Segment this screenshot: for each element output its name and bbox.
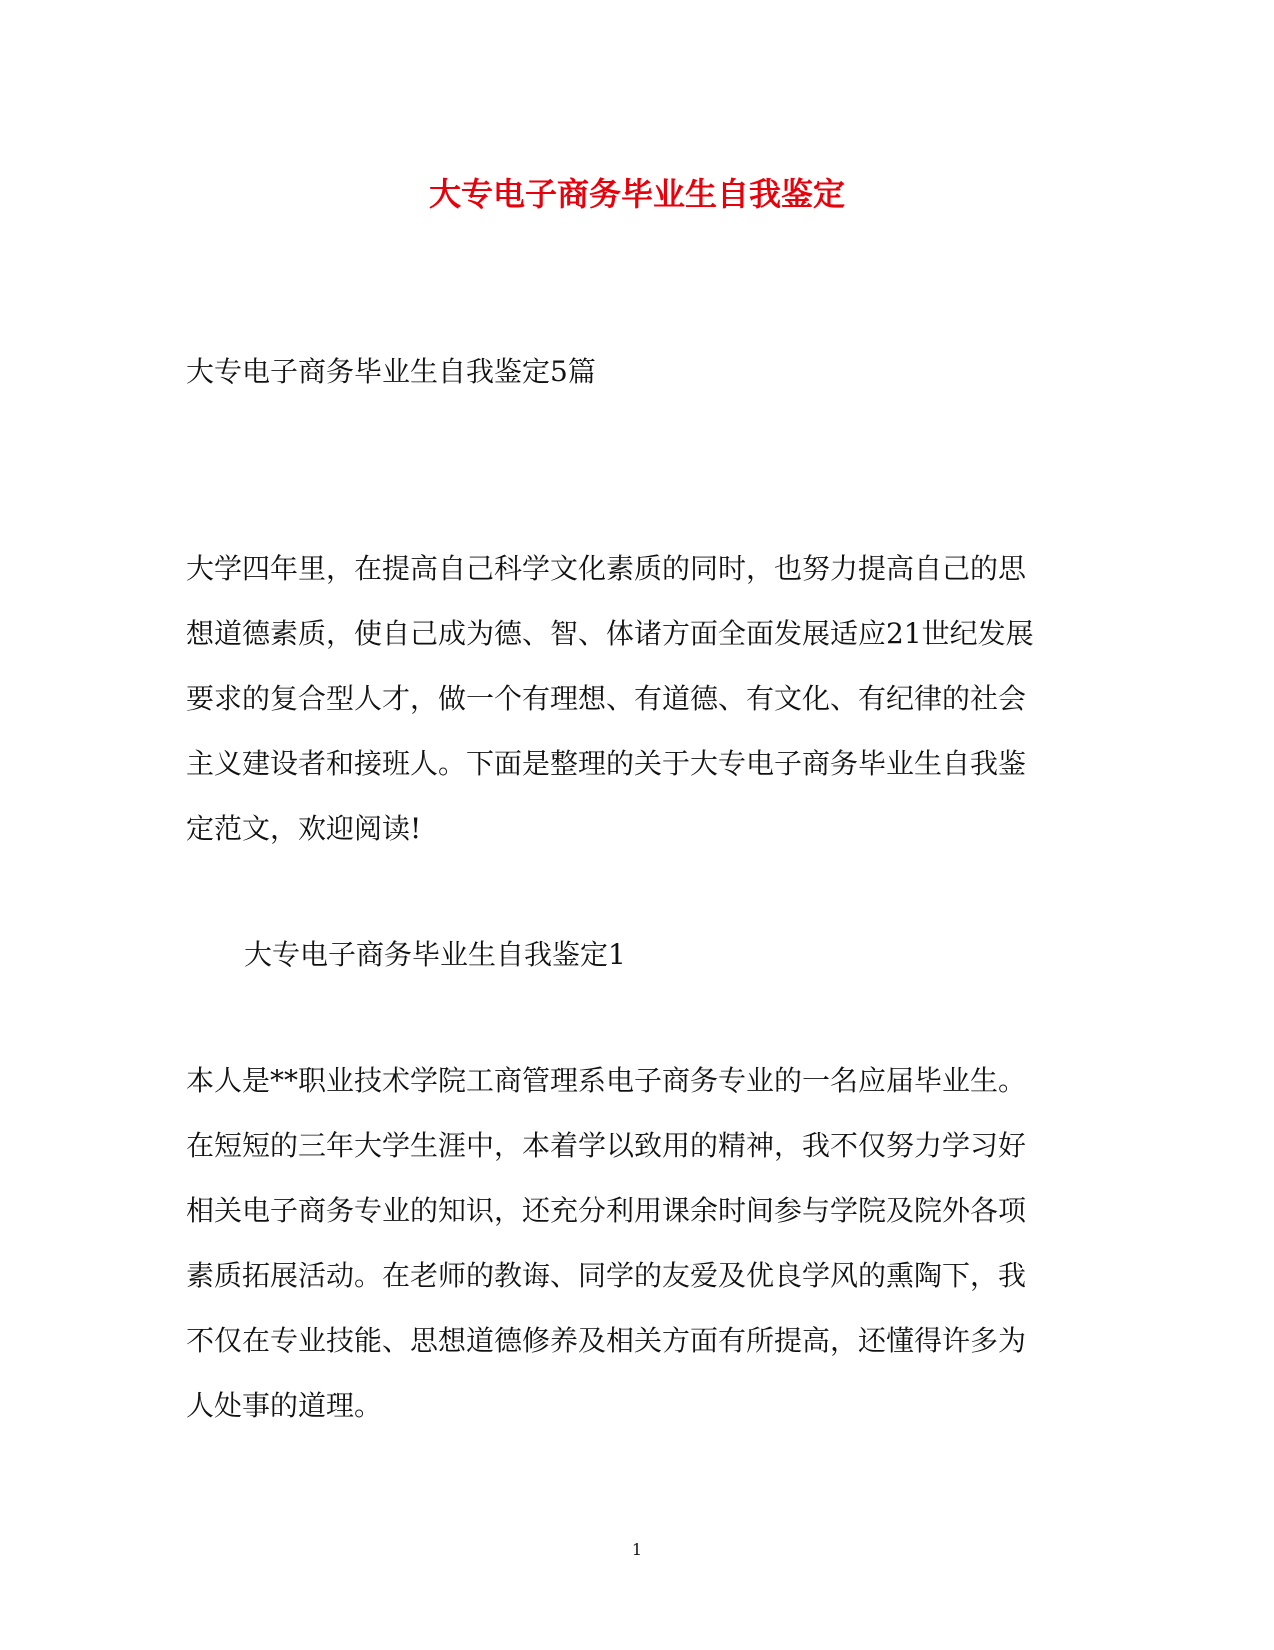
section-line: 相关电子商务专业的知识，还充分利用课余时间参与学院及院外各项 <box>186 1194 1027 1227</box>
intro-line: 大学四年里，在提高自己科学文化素质的同时，也努力提高自己的思 <box>186 552 1027 585</box>
section-line: 不仅在专业技能、思想道德修养及相关方面有所提高，还懂得许多为 <box>186 1324 1027 1357</box>
intro-line: 想道德素质，使自己成为德、智、体诸方面全面发展适应21世纪发展 <box>186 617 1034 650</box>
page-number: 1 <box>631 1540 643 1559</box>
section-line: 在短短的三年大学生涯中，本着学以致用的精神，我不仅努力学习好 <box>186 1129 1027 1162</box>
section-paragraph <box>186 1048 1066 1438</box>
section-heading: 大专电子商务毕业生自我鉴定1 <box>244 938 626 971</box>
document-title: 大专电子商务毕业生自我鉴定 <box>428 175 845 213</box>
section-line: 素质拓展活动。在老师的教诲、同学的友爱及优良学风的熏陶下，我 <box>186 1259 1027 1292</box>
section-line: 人处事的道理。 <box>186 1389 383 1422</box>
section-line: 本人是**职业技术学院工商管理系电子商务专业的一名应届毕业生。 <box>186 1064 1027 1097</box>
intro-line: 要求的复合型人才，做一个有理想、有道德、有文化、有纪律的社会 <box>186 682 1027 715</box>
intro-line: 定范文，欢迎阅读! <box>186 812 422 845</box>
document-subtitle: 大专电子商务毕业生自我鉴定5篇 <box>186 355 596 388</box>
intro-line: 主义建设者和接班人。下面是整理的关于大专电子商务毕业生自我鉴 <box>186 747 1027 780</box>
intro-paragraph <box>186 536 1066 861</box>
